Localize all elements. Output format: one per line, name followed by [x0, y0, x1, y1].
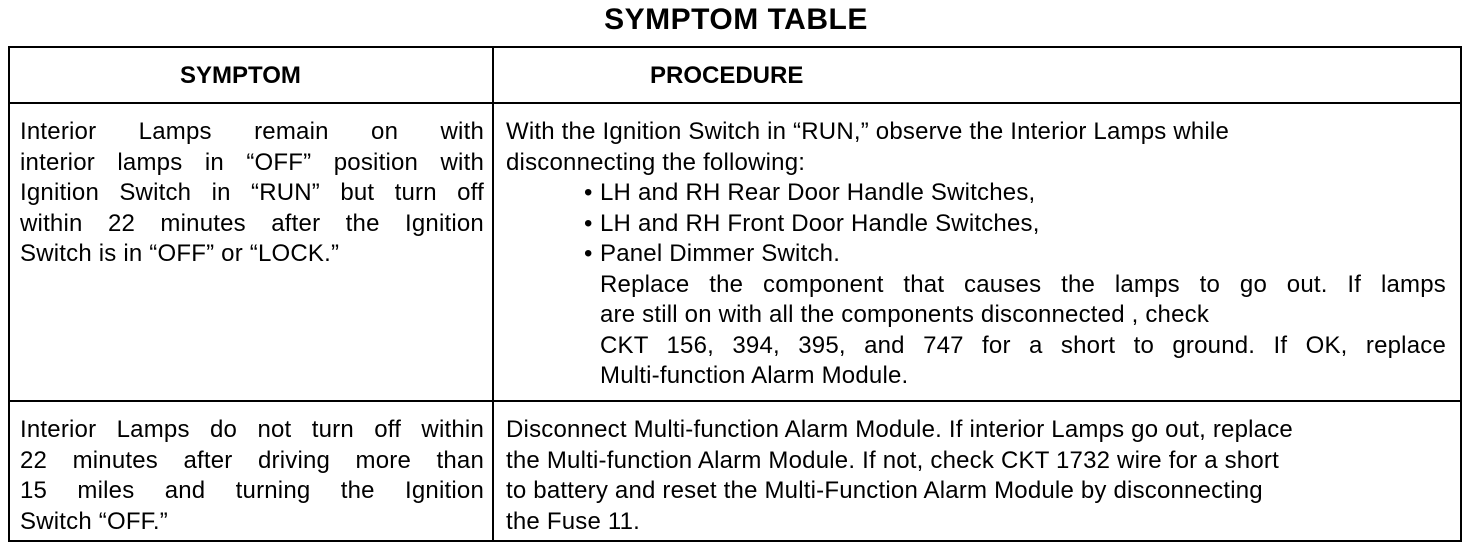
- bullet-item: [584, 239, 1446, 270]
- symptom-line: within 22 minutes after the Ignition: [20, 209, 484, 237]
- procedure-line: the Multi-function Alarm Module. If not, check CKT 1732 wire for a short: [506, 446, 1279, 474]
- symptom-table: [8, 46, 1462, 542]
- bullet-icon: •: [584, 209, 593, 237]
- symptom-line: 22 minutes after driving more than: [20, 446, 484, 474]
- header-divider: [10, 102, 1460, 104]
- procedure-line: Disconnect Multi-function Alarm Module. If interior Lamps go out, replace: [506, 416, 1293, 443]
- page-title: SYMPTOM TABLE: [604, 3, 868, 36]
- symptom-line: 15 miles and turning the Ignition: [20, 477, 484, 504]
- bullet-item: [584, 209, 1446, 240]
- bullet-text: LH and RH Rear Door Handle Switches,: [600, 179, 1036, 206]
- symptom-line: Interior Lamps remain on with: [20, 118, 484, 145]
- row-1-symptom: [20, 117, 484, 270]
- bullet-text: Panel Dimmer Switch.: [600, 240, 841, 267]
- bullet-icon: •: [584, 179, 593, 206]
- procedure-line: Multi-function Alarm Module.: [600, 362, 909, 389]
- row-1-procedure: [506, 117, 1446, 392]
- symptom-line: Ignition Switch in “RUN” but turn off: [20, 179, 484, 206]
- symptom-line: Switch “OFF.”: [20, 507, 168, 535]
- symptom-line: Switch is in “OFF” or “LOCK.”: [20, 240, 340, 267]
- procedure-followup: [506, 270, 1446, 392]
- procedure-line: the Fuse 11.: [506, 507, 641, 535]
- symptom-line: interior lamps in “OFF” position with: [20, 148, 484, 176]
- header-procedure: PROCEDURE: [650, 62, 804, 89]
- procedure-line: disconnecting the following:: [506, 148, 806, 176]
- symptom-line: Interior Lamps do not turn off within: [20, 416, 484, 443]
- procedure-bullet-list: [506, 178, 1446, 270]
- header-symptom: SYMPTOM: [180, 62, 301, 89]
- row-2-procedure: [506, 415, 1446, 537]
- row-2-symptom: [20, 415, 484, 537]
- row-divider: [10, 400, 1460, 402]
- bullet-text: LH and RH Front Door Handle Switches,: [600, 209, 1040, 237]
- column-divider: [492, 48, 494, 540]
- procedure-line: Replace the component that causes the lamps to go out. If lamps: [600, 270, 1446, 298]
- procedure-line: CKT 156, 394, 395, and 747 for a short to ground. If OK, replace: [600, 331, 1446, 359]
- procedure-line: to battery and reset the Multi-Function Alarm Module by disconnecting: [506, 477, 1263, 504]
- procedure-line: are still on with all the components disconnected , check: [600, 301, 1210, 328]
- bullet-item: [584, 178, 1446, 209]
- procedure-line: With the Ignition Switch in “RUN,” observe the Interior Lamps while: [506, 118, 1230, 145]
- bullet-icon: •: [584, 240, 593, 267]
